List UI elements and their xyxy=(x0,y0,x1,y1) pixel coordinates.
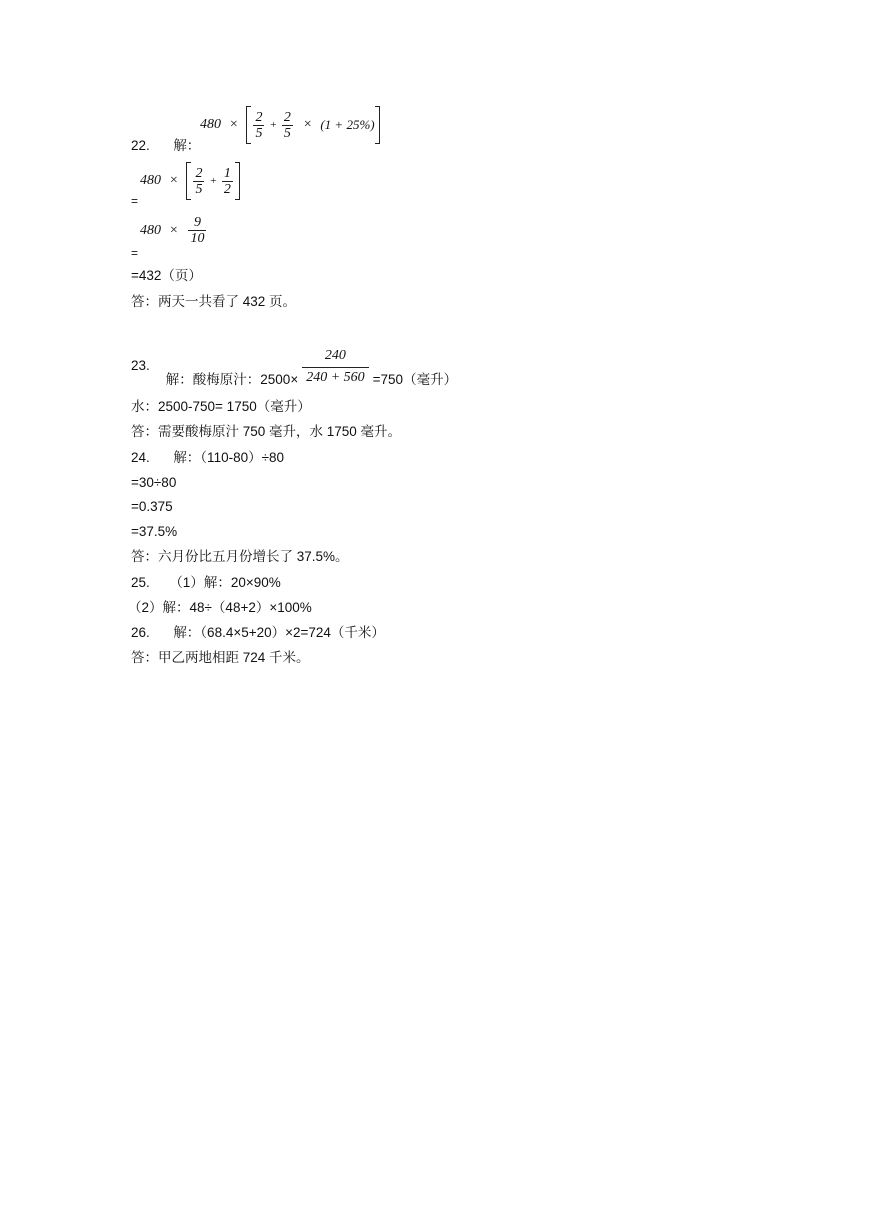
q22-expression-3 xyxy=(140,215,208,246)
q22-eq-1-sign: = xyxy=(131,194,139,208)
q25-header xyxy=(131,575,281,591)
q26-label: 26. xyxy=(131,625,150,640)
q24-label: 24. xyxy=(131,450,150,465)
q22-e3-frac xyxy=(188,215,206,246)
q22-e1-left-bracket xyxy=(246,106,251,144)
q22-header xyxy=(131,138,200,154)
q25-part-1: （1）解：20×90% xyxy=(169,575,281,590)
q22-e3-times: × xyxy=(169,222,179,238)
q25-label: 25. xyxy=(131,575,150,590)
q22-eq-2 xyxy=(131,245,138,261)
q23-frac-den: 240 + 560 xyxy=(302,367,368,385)
q22-e2-number: 480 xyxy=(140,173,161,188)
q24-jie: 解：（110-80）÷80 xyxy=(173,450,285,465)
q22-expression-2 xyxy=(140,162,240,200)
q22-e2-frac2-num: 1 xyxy=(223,165,231,181)
q23-frac-num: 240 xyxy=(324,347,346,363)
q22-eq-2-sign: = xyxy=(131,246,139,260)
q22-e1-right-bracket xyxy=(375,106,380,144)
q22-e2-frac2 xyxy=(222,166,233,197)
q24-header xyxy=(131,450,284,466)
q24-answer: 答：六月份比五月份增长了 37.5%。 xyxy=(131,549,349,564)
q25-part-2: （2）解：48÷（48+2）×100% xyxy=(128,600,312,615)
q22-e2-plus: + xyxy=(209,175,217,187)
q22-e1-frac1 xyxy=(253,110,264,141)
q22-e1-times: × xyxy=(229,117,239,132)
q22-e2-frac1-num: 2 xyxy=(195,165,203,181)
q23-label: 23. xyxy=(131,358,150,373)
q22-e1-number: 480 xyxy=(200,117,221,132)
q23-answer: 答：需要酸梅原汁 750 毫升，水 1750 毫升。 xyxy=(131,424,402,439)
q22-e1-paren: (1 + 25%) xyxy=(320,117,375,132)
q22-result: =432（页） xyxy=(131,268,202,283)
q26-header xyxy=(131,625,385,641)
q22-e1-frac2-num: 2 xyxy=(283,109,291,125)
q22-e2-frac1 xyxy=(193,166,204,197)
q22-e2-frac2-den: 2 xyxy=(223,181,231,197)
q24-step-1: =30÷80 xyxy=(131,475,177,490)
q22-e2-times: × xyxy=(169,173,179,188)
q23-row xyxy=(131,344,457,388)
q22-e3-number: 480 xyxy=(140,222,161,238)
q22-eq-1 xyxy=(131,193,138,209)
q26-jie: 解：（68.4×5+20）×2=724（千米） xyxy=(173,625,385,640)
q22-e1-frac2 xyxy=(282,110,293,141)
q23-fraction xyxy=(302,348,368,385)
q22-e2-right-bracket xyxy=(235,162,240,200)
q22-e1-frac1-den: 5 xyxy=(255,125,263,141)
q23-water: 水：2500-750= 1750（毫升） xyxy=(131,399,311,414)
q22-e3-frac-num: 9 xyxy=(193,215,201,230)
q22-label: 22. xyxy=(131,138,150,153)
q24-step-2: =0.375 xyxy=(131,499,173,514)
q23-tail: =750（毫升） xyxy=(372,372,458,387)
q23-jie: 解：酸梅原汁：2500× xyxy=(165,372,299,387)
q22-e1-times2: × xyxy=(302,117,313,132)
q22-answer: 答：两天一共看了 432 页。 xyxy=(131,294,297,309)
q22-e2-frac1-den: 5 xyxy=(195,181,203,197)
q22-expression-1 xyxy=(200,106,380,144)
q24-step-3: =37.5% xyxy=(131,524,178,539)
q22-e1-frac2-den: 5 xyxy=(283,125,291,141)
q22-e2-left-bracket xyxy=(186,162,191,200)
q22-e3-frac-den: 10 xyxy=(190,231,205,246)
q22-jie: 解： xyxy=(173,138,201,153)
q22-e1-frac1-num: 2 xyxy=(255,109,263,125)
q22-e1-plus: + xyxy=(269,119,277,131)
q26-answer: 答：甲乙两地相距 724 千米。 xyxy=(131,650,310,665)
